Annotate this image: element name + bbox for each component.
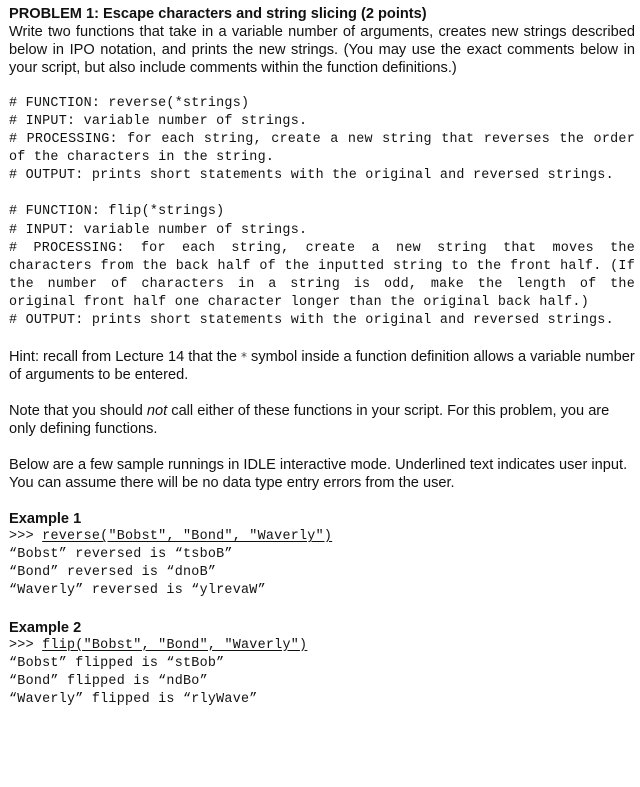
example2-prompt: >>> — [9, 637, 43, 653]
example1-session — [9, 528, 635, 600]
example2-title: Example 2 — [9, 619, 82, 636]
example1-title: Example 1 — [9, 511, 82, 528]
function2-output: # OUTPUT: prints short statements with the original and reversed strings. — [9, 313, 614, 329]
note-emphasis: not — [146, 403, 168, 420]
example2-output-line: “Bond” flipped is “ndBo” — [9, 673, 208, 689]
samples-intro: Below are a few sample runnings in IDLE interactive mode. Underlined text indicates user input. You can assume there will be no data type entry errors from the user. — [9, 457, 628, 492]
note-before: Note that you should — [9, 403, 147, 420]
function1-comments — [9, 95, 635, 185]
example1-input-line — [9, 528, 635, 546]
function2-processing: # PROCESSING: for each string, create a new string that moves the characters from the back half of the inputted string to the front half. (If the number of characters in a string is odd, make the length of the original front half one character longer than the original back half.) — [9, 240, 635, 310]
problem-intro: Write two functions that take in a variable number of arguments, creates new strings described below in IPO notation, and prints the new strings. (You may use the exact comments below in your script, but also include comments within the function definitions.) — [9, 24, 635, 76]
hint-before: Hint: recall from Lecture 14 that the — [9, 349, 241, 366]
problem-title: PROBLEM 1: Escape characters and string slicing (2 points) — [9, 6, 427, 22]
example2-user-input: flip("Bobst", "Bond", "Waverly") — [42, 637, 308, 653]
function1-processing: # PROCESSING: for each string, create a new string that reverses the order of the characters in the string. — [9, 132, 635, 166]
hint-after: symbol inside a function definition allows a variable number of arguments to be entered. — [9, 349, 635, 384]
example2-output-line: “Waverly” flipped is “rlyWave” — [9, 691, 258, 707]
hint-paragraph — [9, 348, 635, 384]
example1-output-line: “Bond” reversed is “dnoB” — [9, 565, 217, 581]
function2-comments — [9, 203, 635, 330]
document-page — [9, 5, 635, 709]
example2-session — [9, 637, 635, 709]
function1-input: # INPUT: variable number of strings. — [9, 114, 308, 130]
example1-output-line: “Bobst” reversed is “tsboB” — [9, 547, 233, 563]
example1-prompt: >>> — [9, 529, 43, 545]
note-after: call either of these functions in your script. For this problem, you are only defining functions. — [9, 403, 610, 438]
example1-output-line: “Waverly” reversed is “ylrevaW” — [9, 583, 266, 599]
function1-signature: # FUNCTION: reverse(*strings) — [9, 96, 250, 111]
function2-signature: # FUNCTION: flip(*strings) — [9, 204, 225, 220]
asterisk-symbol: * — [241, 350, 247, 365]
example2-input-line — [9, 637, 635, 655]
note-paragraph — [9, 402, 635, 438]
example2-output-line: “Bobst” flipped is “stBob” — [9, 655, 225, 671]
function1-output: # OUTPUT: prints short statements with the original and reversed strings. — [9, 168, 614, 184]
function2-input: # INPUT: variable number of strings. — [9, 222, 308, 238]
example1-user-input: reverse("Bobst", "Bond", "Waverly") — [42, 529, 333, 545]
